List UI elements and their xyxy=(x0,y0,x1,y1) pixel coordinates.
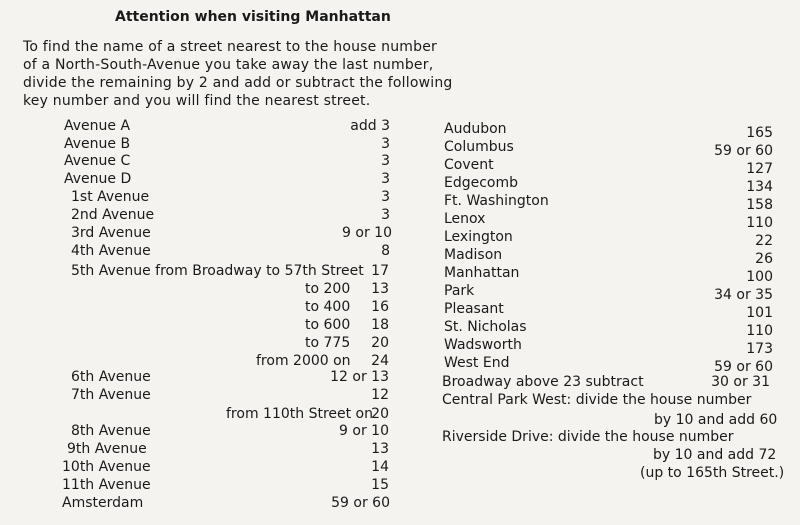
street-label: 8th Avenue xyxy=(71,423,151,439)
street-label: 3rd Avenue xyxy=(71,225,151,241)
street-label: to 775 xyxy=(305,335,351,351)
key-number: 127 xyxy=(746,161,773,177)
key-number: 15 xyxy=(371,477,389,493)
intro-line: divide the remaining by 2 and add or subtract the following xyxy=(23,75,453,91)
key-number: 22 xyxy=(755,233,773,249)
street-label: Pleasant xyxy=(444,301,504,317)
street-label: Lenox xyxy=(444,211,486,227)
street-label: 7th Avenue xyxy=(71,387,151,403)
street-label: 5th Avenue from Broadway to 57th Street xyxy=(71,263,364,279)
street-label: Lexington xyxy=(444,229,513,245)
street-label: 9th Avenue xyxy=(67,441,147,457)
key-number: add 3 xyxy=(350,118,390,134)
street-label: St. Nicholas xyxy=(444,319,527,335)
key-number: 14 xyxy=(371,459,389,475)
key-number: 20 xyxy=(371,335,389,351)
street-label: 4th Avenue xyxy=(71,243,151,259)
intro-paragraph xyxy=(23,38,453,110)
street-label: Wadsworth xyxy=(444,337,522,353)
central-park-note: Central Park West: divide the house number xyxy=(442,392,752,408)
key-number: 59 or 60 xyxy=(714,143,773,159)
key-number: 13 xyxy=(371,441,389,457)
intro-line: key number and you will find the nearest street. xyxy=(23,93,371,109)
central-park-note: by 10 and add 60 xyxy=(654,412,778,428)
key-number: 59 or 60 xyxy=(714,359,773,375)
key-number: 30 or 31 xyxy=(711,374,770,390)
street-label: Amsterdam xyxy=(62,495,144,511)
street-label: 11th Avenue xyxy=(62,477,151,493)
key-number: 13 xyxy=(371,281,389,297)
riverside-note: (up to 165th Street.) xyxy=(640,465,785,481)
key-number: 173 xyxy=(746,341,773,357)
key-number: 110 xyxy=(746,215,773,231)
street-label: Covent xyxy=(444,157,494,173)
key-number: 9 or 10 xyxy=(342,225,392,241)
key-number: 18 xyxy=(371,317,389,333)
street-label: Avenue A xyxy=(64,118,131,134)
key-number: 158 xyxy=(746,197,773,213)
street-label: Columbus xyxy=(444,139,514,155)
key-number: 3 xyxy=(381,153,390,169)
page-title: Attention when visiting Manhattan xyxy=(115,9,391,25)
key-number: 20 xyxy=(371,406,389,422)
key-number: 24 xyxy=(371,353,389,369)
intro-line: of a North-South-Avenue you take away the last number, xyxy=(23,57,434,73)
key-number: 134 xyxy=(746,179,773,195)
street-label: Audubon xyxy=(444,121,507,137)
key-number: 110 xyxy=(746,323,773,339)
key-number: 3 xyxy=(381,207,390,223)
key-number: 34 or 35 xyxy=(714,287,773,303)
street-label: Avenue C xyxy=(64,153,131,169)
street-label: from 110th Street on xyxy=(226,406,373,422)
key-number: 165 xyxy=(746,125,773,141)
key-number: 100 xyxy=(746,269,773,285)
key-number: 59 or 60 xyxy=(331,495,390,511)
street-label: 6th Avenue xyxy=(71,369,151,385)
street-label: Madison xyxy=(444,247,503,263)
street-label: to 600 xyxy=(305,317,351,333)
street-label: from 2000 on xyxy=(256,353,351,369)
street-label: West End xyxy=(444,355,510,371)
street-label: Avenue B xyxy=(64,136,131,152)
street-label: 1st Avenue xyxy=(71,189,150,205)
street-label: 2nd Avenue xyxy=(71,207,155,223)
key-number: 12 or 13 xyxy=(330,369,389,385)
key-number: 9 or 10 xyxy=(339,423,389,439)
riverside-note: by 10 and add 72 xyxy=(653,447,777,463)
key-number: 12 xyxy=(371,387,389,403)
key-number: 26 xyxy=(755,251,773,267)
key-number: 101 xyxy=(746,305,773,321)
street-label: Broadway above 23 subtract xyxy=(442,374,644,390)
street-label: Manhattan xyxy=(444,265,520,281)
key-number: 3 xyxy=(381,189,390,205)
key-number: 3 xyxy=(381,136,390,152)
riverside-note: Riverside Drive: divide the house number xyxy=(442,429,734,445)
key-number: 3 xyxy=(381,171,390,187)
street-label: 10th Avenue xyxy=(62,459,151,475)
street-label: Ft. Washington xyxy=(444,193,549,209)
key-number: 8 xyxy=(381,243,390,259)
key-number: 16 xyxy=(371,299,389,315)
street-label: Avenue D xyxy=(64,171,132,187)
street-label: Edgecomb xyxy=(444,175,519,191)
street-label: to 400 xyxy=(305,299,351,315)
key-number: 17 xyxy=(371,263,389,279)
street-label: Park xyxy=(444,283,475,299)
street-label: to 200 xyxy=(305,281,351,297)
intro-line: To find the name of a street nearest to the house number xyxy=(23,39,437,55)
